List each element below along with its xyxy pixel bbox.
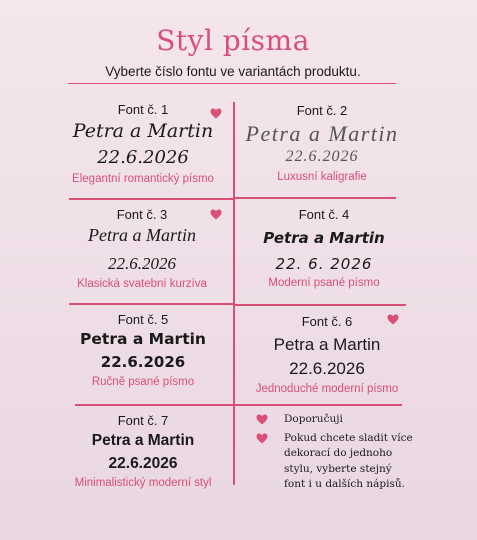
font-option-5[interactable] xyxy=(53,312,233,388)
grid-divider-left-2 xyxy=(69,303,233,305)
font-sample-name: Petra a Martin xyxy=(80,330,206,348)
font-sample-date: 22.6.2026 xyxy=(108,455,178,473)
font-description: Ručně psané písmo xyxy=(91,375,195,388)
note-text: Doporučuji xyxy=(284,413,343,425)
font-sample-name: Petra a Martin xyxy=(263,229,385,247)
grid-divider-right-3 xyxy=(234,404,402,406)
font-label: Font č. 6 xyxy=(301,314,353,329)
grid-divider-right-2 xyxy=(234,304,406,306)
font-sample-name: Petra a Martin xyxy=(273,335,381,354)
grid-divider-left-3 xyxy=(75,404,233,406)
font-sample-date: 22.6.2026 xyxy=(289,358,365,378)
heart-icon xyxy=(256,433,268,444)
font-label: Font č. 3 xyxy=(116,207,168,222)
font-sample-name: Petra a Martin xyxy=(88,225,196,245)
font-sample-date: 22.6.2026 xyxy=(97,146,189,168)
font-sample-date: 22. 6. 2026 xyxy=(275,254,373,273)
font-option-1[interactable] xyxy=(53,102,233,185)
font-description: Luxusní kaligrafie xyxy=(277,170,367,183)
font-sample-name: Petra a Martin xyxy=(245,121,399,146)
font-sample-name: Petra a Martin xyxy=(72,120,214,142)
note-text: Pokud chcete sladit více dekorací do jednoho stylu, vyberte stejný font i u dalších nápisů. xyxy=(284,432,413,490)
note-item xyxy=(256,431,416,492)
grid-divider-left-1 xyxy=(69,198,233,200)
recommendation-notes xyxy=(256,412,416,496)
font-description: Moderní psané písmo xyxy=(268,277,380,289)
font-label: Font č. 1 xyxy=(117,102,169,117)
font-label: Font č. 5 xyxy=(117,312,169,327)
font-option-4[interactable] xyxy=(234,207,414,289)
grid-divider-right-1 xyxy=(234,197,396,199)
page-subtitle: Vyberte číslo fontu ve variantách produktu. xyxy=(105,64,361,79)
font-description: Elegantní romantický písmo xyxy=(72,172,214,185)
font-label: Font č. 2 xyxy=(296,103,348,118)
heart-icon xyxy=(387,314,399,325)
heart-icon xyxy=(210,209,222,220)
page-title: Styl písma xyxy=(156,24,310,57)
font-option-7[interactable] xyxy=(55,413,231,489)
font-option-2[interactable] xyxy=(232,103,412,183)
font-sample-name: Petra a Martin xyxy=(91,432,195,449)
font-label: Font č. 7 xyxy=(117,413,169,428)
font-description: Klasická svatební kurzíva xyxy=(77,278,207,291)
font-sample-date: 22.6.2026 xyxy=(100,353,186,372)
font-sample-date: 22.6.2026 xyxy=(285,148,359,166)
font-option-6[interactable] xyxy=(232,314,422,395)
font-sample-date: 22.6.2026 xyxy=(108,253,176,273)
font-description: Jednoduché moderní písmo xyxy=(255,383,399,396)
font-option-3[interactable] xyxy=(52,207,232,290)
heart-icon xyxy=(256,414,268,425)
note-item xyxy=(256,412,416,427)
title-divider xyxy=(68,83,396,84)
font-description: Minimalistický moderní styl xyxy=(74,477,212,490)
font-label: Font č. 4 xyxy=(298,207,350,222)
heart-icon xyxy=(210,108,222,119)
